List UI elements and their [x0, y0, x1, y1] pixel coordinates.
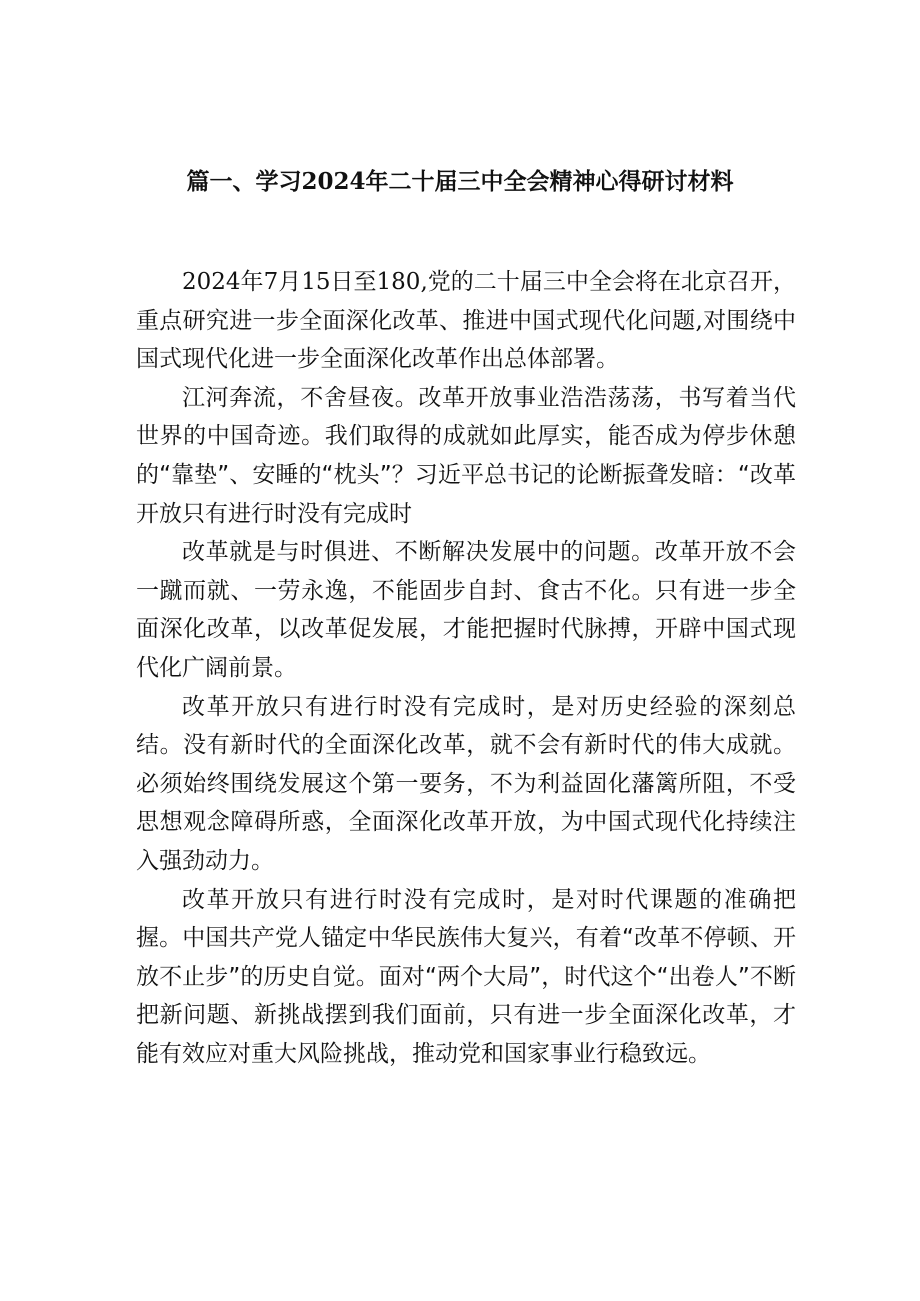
paragraph-1: 2024年7月15日至180,党的二十届三中全会将在北京召开，重点研究进一步全面深化改革、推进中国式现代化问题,对围绕中国式现代化进一步全面深化改革作出总体部署。 [136, 269, 796, 373]
paragraph-5: 改革开放只有进行时没有完成时，是对时代课题的准确把握。中国共产党人锚定中华民族伟大复兴，有着“改革不停顿、开放不止步”的历史自觉。面对“两个大局”，时代这个“出卷人”不断把新问题、新挑战摆到我们面前，只有进一步全面深化改革，才能有效应对重大风险挑战，推动党和国家事业行稳致远。 [136, 886, 796, 1067]
paragraph-4: 改革开放只有进行时没有完成时，是对历史经验的深刻总结。没有新时代的全面深化改革，就不会有新时代的伟大成就。必须始终围绕发展这个第一要务，不为利益固化藩篱所阻，不受思想观念障碍所惑，全面深化改革开放，为中国式现代化持续注入强劲动力。 [136, 693, 796, 874]
document-title: 篇一、学习2024年二十届三中全会精神心得研讨材料 [186, 168, 734, 195]
document-body [136, 263, 796, 1073]
paragraph-2: 江河奔流，不舍昼夜。改革开放事业浩浩荡荡，书写着当代世界的中国奇迹。我们取得的成就如此厚实，能否成为停步休憩的“靠垫”、安睡的“枕头”？习近平总书记的论断振聋发暗：“改革开放只有进行时没有完成时 [136, 384, 796, 527]
paragraph-3: 改革就是与时俱进、不断解决发展中的问题。改革开放不会一蹴而就、一劳永逸，不能固步自封、食古不化。只有进一步全面深化改革，以改革促发展，才能把握时代脉搏，开辟中国式现代化广阔前景。 [136, 539, 796, 681]
